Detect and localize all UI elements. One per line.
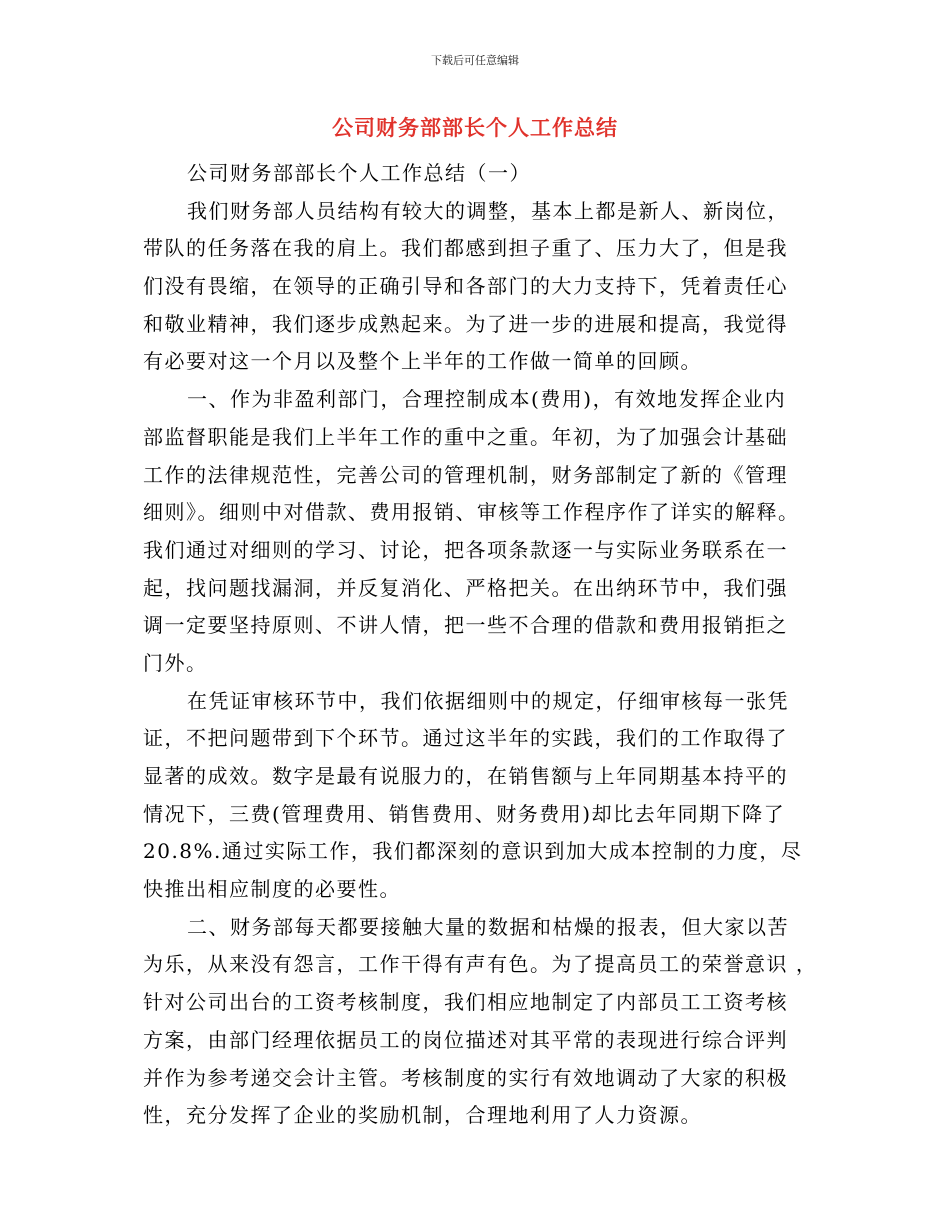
paragraph-line: 证，不把问题带到下个环节。通过这半年的实践，我们的工作取得了 <box>143 726 788 751</box>
paragraph-line: 并作为参考递交会计主管。考核制度的实行有效地调动了大家的积极 <box>143 1065 788 1090</box>
paragraph-line: 快推出相应制度的必要性。 <box>143 877 401 902</box>
paragraph-line: 起，找问题找漏洞，并反复消化、严格把关。在出纳环节中，我们强 <box>143 575 788 600</box>
paragraph-line: 们没有畏缩，在领导的正确引导和各部门的大力支持下，凭着责任心 <box>143 274 788 299</box>
paragraph-line: 针对公司出台的工资考核制度，我们相应地制定了内部员工工资考核 <box>143 990 788 1015</box>
paragraph-line: 在凭证审核环节中，我们依据细则中的规定，仔细审核每一张凭 <box>187 688 789 713</box>
paragraph-line: 方案，由部门经理依据员工的岗位描述对其平常的表现进行综合评判 <box>143 1027 788 1052</box>
paragraph-line: 和敬业精神，我们逐步成熟起来。为了进一步的进展和提高，我觉得 <box>143 311 788 336</box>
paragraph-line: 性，充分发挥了企业的奖励机制，合理地利用了人力资源。 <box>143 1103 702 1128</box>
document-title: 公司财务部部长个人工作总结 <box>332 115 618 140</box>
section-subtitle: 公司财务部部长个人工作总结（一） <box>187 161 531 185</box>
paragraph-line: 二、财务部每天都要接触大量的数据和枯燥的报表，但大家以苦 <box>187 914 789 939</box>
paragraph-line: 20.8%.通过实际工作，我们都深刻的意识到加大成本控制的力度，尽 <box>143 839 803 864</box>
paragraph-line: 部监督职能是我们上半年工作的重中之重。年初，为了加强会计基础 <box>143 424 788 449</box>
paragraph-line: 调一定要坚持原则、不讲人情，把一些不合理的借款和费用报销拒之 <box>143 613 788 638</box>
paragraph-line: 一、作为非盈利部门，合理控制成本(费用)，有效地发挥企业内 <box>187 387 787 412</box>
paragraph-line: 带队的任务落在我的肩上。我们都感到担子重了、压力大了，但是我 <box>143 236 788 261</box>
page-header-note: 下载后可任意编辑 <box>431 54 519 67</box>
document-body <box>143 155 818 1135</box>
paragraph-line: 细则》。细则中对借款、费用报销、审核等工作程序作了详实的解释。 <box>143 500 800 525</box>
paragraph-line: 门外。 <box>143 650 208 675</box>
paragraph-line: 显著的成效。数字是最有说服力的，在销售额与上年同期基本持平的 <box>143 764 788 788</box>
paragraph-line: 工作的法律规范性，完善公司的管理机制，财务部制定了新的《管理 <box>143 462 788 487</box>
paragraph-line: 我们财务部人员结构有较大的调整，基本上都是新人、新岗位， <box>187 198 789 223</box>
paragraph-line: 有必要对这一个月以及整个上半年的工作做一简单的回顾。 <box>143 349 702 374</box>
paragraph-line: 我们通过对细则的学习、讨论，把各项条款逐一与实际业务联系在一 <box>143 537 788 562</box>
paragraph-line: 为乐，从来没有怨言，工作干得有声有色。为了提高员工的荣誉意识 ， <box>143 952 818 977</box>
paragraph-line: 情况下，三费(管理费用、销售费用、财务费用)却比去年同期下降了 <box>143 801 786 826</box>
